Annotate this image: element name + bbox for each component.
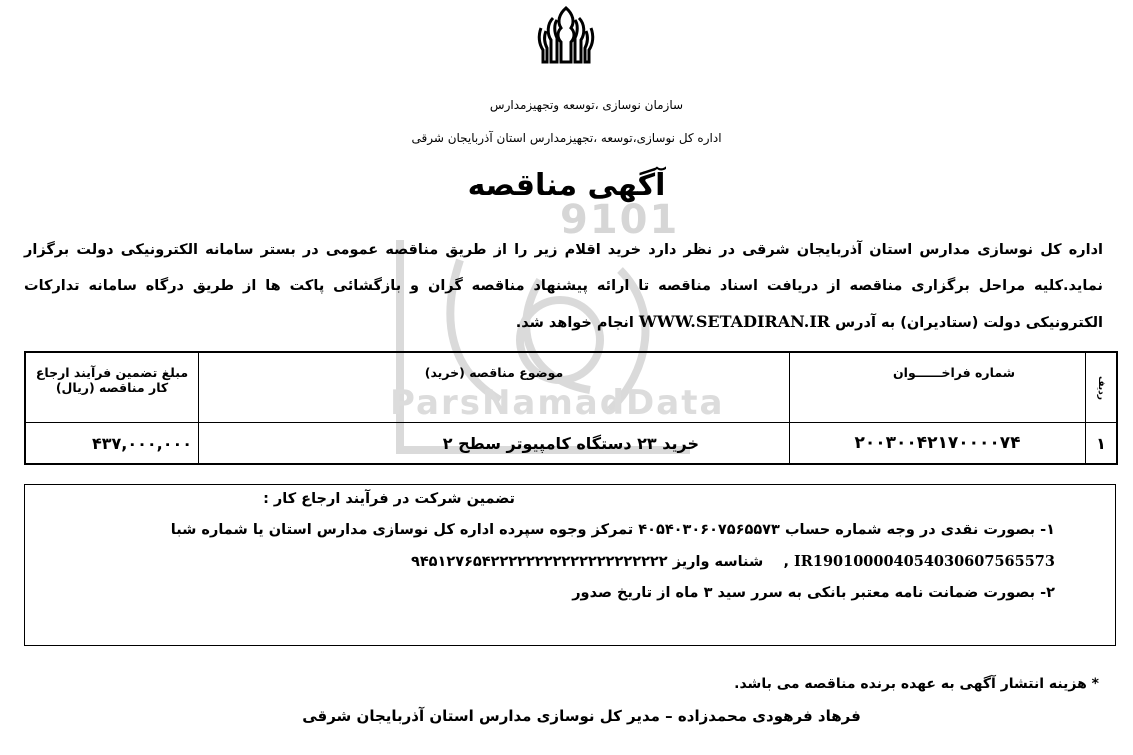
- table-row: [25, 423, 1117, 465]
- organization-logo-icon: [535, 4, 597, 68]
- setadiran-link[interactable]: WWW.SETADIRAN.IR: [638, 312, 831, 331]
- table-header-row: [25, 352, 1117, 423]
- intro-suffix: انجام خواهد شد.: [515, 315, 634, 331]
- watermark-digits: 9101: [560, 197, 680, 243]
- guarantee-title: تضمین شرکت در فرآیند ارجاع کار :: [263, 491, 515, 507]
- tender-table: [24, 351, 1118, 465]
- watermark-brand: ParsNamadData: [390, 383, 725, 423]
- iban-number: IR190100004054030607565573: [794, 553, 1055, 570]
- header-call-number: شماره فراخــــــوان: [790, 352, 1086, 423]
- header-row-number: [1086, 352, 1118, 423]
- guarantee-box: [24, 484, 1116, 646]
- intro-paragraph: [24, 232, 1103, 341]
- cell-subject: خرید ۲۳ دستگاه کامپیوتر سطح ۲: [199, 423, 790, 465]
- header-guarantee-amount: مبلغ تضمین فرآیند ارجاع کار مناقصه (ریال): [25, 352, 199, 423]
- cell-call-number: ۲۰۰۳۰۰۴۲۱۷۰۰۰۰۷۴: [790, 423, 1086, 465]
- page-title: آگهی مناقصه: [467, 168, 666, 203]
- cell-row-number: ۱: [1086, 423, 1118, 465]
- intro-text: اداره کل نوسازی مدارس استان آذربایجان شرقی در نظر دارد خرید اقلام زیر را از طریق مناقصه عمومی در بستر سامانه الکترونیکی دولت برگزار نماید.کلیه مراحل برگزاری مناقصه از دریافت اسناد مناقصه تا ارائه پیشنهاد مناقصه گران و بازگشائی پاکت ها از طریق درگاه سامانه تدارکات الکترونیکی دولت (ستادیران) به آدرس: [24, 242, 1103, 331]
- guarantee-iban-line: [411, 553, 1055, 570]
- deposit-label: شناسه واریز: [672, 554, 764, 570]
- guarantee-cash-option: ۱- بصورت نقدی در وجه شماره حساب ۴۰۵۴۰۳۰۶۰۷۵۶۵۵۷۳ تمرکز وجوه سپرده اداره کل نوسازی مدارس استان یا شماره شبا: [170, 522, 1055, 538]
- comma-separator: ,: [768, 554, 789, 570]
- cost-note: * هزینه انتشار آگهی به عهده برنده مناقصه می باشد.: [734, 676, 1099, 692]
- deposit-id: ۹۴۵۱۲۷۶۵۴۲۲۲۲۲۲۲۲۲۲۲۲۲۲۲۲۲۲۲۲: [410, 554, 668, 570]
- header-row-label: ردیف: [1096, 375, 1106, 400]
- guarantee-bank-option: ۲- بصورت ضمانت نامه معتبر بانکی به سرر سید ۳ ماه از تاریخ صدور: [572, 585, 1055, 601]
- header-subject: موضوع مناقصه (خرید): [199, 352, 790, 423]
- cell-guarantee-amount: ۴۳۷,۰۰۰,۰۰۰: [25, 423, 199, 465]
- organization-name: سازمان نوسازی ،توسعه وتجهیزمدارس: [489, 98, 684, 112]
- signature: فرهاد فرهودی محمدزاده – مدیر کل نوسازی مدارس استان آذربایجان شرقی: [302, 707, 861, 725]
- department-name: اداره کل نوسازی،توسعه ،تجهیزمدارس استان آذربایجان شرقی: [411, 131, 722, 145]
